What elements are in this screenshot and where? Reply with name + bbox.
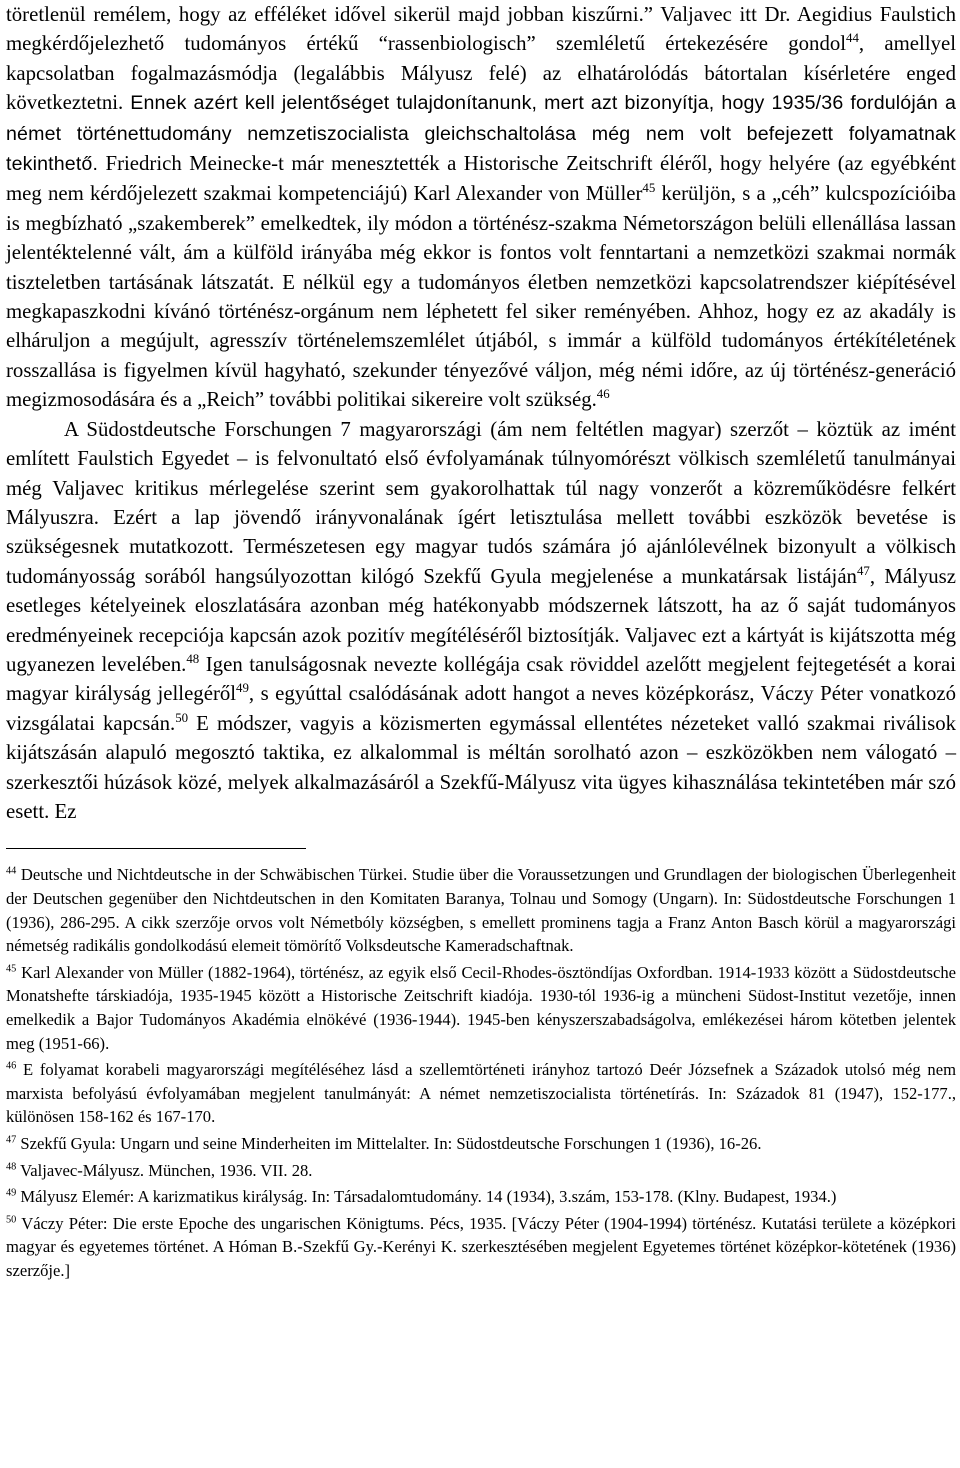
- body-text-run-alt-font: Ennek azért kell jelentőséget tulajdonítanunk, mert azt bizonyítja, hogy 1935/36 fordulóján a német történettudomány nemzetiszocialista gleichschaltolása még nem volt befejezett folyamatnak tekinthető.: [6, 92, 956, 176]
- footnote-text: E folyamat korabeli magyarországi megítéléséhez lásd a szellemtörténeti irányhoz tartozó Deér Józsefnek a Századok utolsó még nem marxista befolyású évfolyamában megjelent tanulmányát: A német nemzetiszocialista történetírás. In: Századok 81 (1947), 152-177., különösen 158-162 és 167-170.: [6, 1060, 956, 1127]
- body-text-run: , Mályusz esetleges kételyeinek eloszlatására azonban még hatékonyabb módszernek látszott, ha az ő saját tudományos eredményeinek recepciója kapcsán azok pozitív megítéléséről biztosítják. Valjavec ezt a kártyát is kijátszotta még ugyanezen levelében.: [6, 564, 956, 676]
- footnote-text: Deutsche und Nichtdeutsche in der Schwäbischen Türkei. Studie über die Voraussetzungen und Grundlagen der biologischen Überlegenheit der Deutschen gegenüber den Nichtdeutschen in den Komitaten Baranya, Tolnau und Somogy (Ungarn). In: Südostdeutsche Forschungen 1 (1936), 286-295. A cikk szerzője orvos volt Németbóly községben, s emellett prominens tagja a Franz Anton Basch körül a magyarországi németség radikális gondolkodású elemeit tömörítő Volksdeutsche Kameradschaftnak.: [6, 865, 956, 956]
- footnote-46: [6, 1058, 956, 1129]
- footnote-text: Mályusz Elemér: A karizmatikus királyság. In: Társadalomtudomány. 14 (1934), 3.szám, 153-178. (Klny. Budapest, 1934.): [16, 1187, 837, 1207]
- footnote-number: 49: [6, 1187, 17, 1199]
- footnotes: [6, 863, 956, 1282]
- body-text-run: E módszer, vagyis a közismerten egymással ellentétes nézeteket valló szakmai riválisok kijátszásán alapuló megosztó taktika, ez alkalommal is méltán sorolható azon – eszközökben nem válogató – szerkesztői húzások közé, melyek alkalmazásáról a Szekfű-Mályusz vita ügyes kihasználása tekintetében már szó esett. Ez: [6, 711, 956, 823]
- footnote-separator: [6, 848, 306, 849]
- footnote-ref-50[interactable]: 50: [175, 710, 189, 725]
- document-page: [6, 0, 956, 1285]
- footnote-text: Valjavec-Mályusz. München, 1936. VII. 28.: [16, 1160, 313, 1180]
- footnote-47: [6, 1132, 956, 1156]
- footnote-44: [6, 863, 956, 957]
- footnote-50: [6, 1212, 956, 1283]
- footnote-number: 50: [6, 1214, 17, 1226]
- body-text-run: kerüljön, s a „céh” kulcspozícióiba is megbízható „szakemberek” emelkedtek, ily módon a történész-szakma Németországon belüli ellenállása lassan jelentéktelenné vált, ám a külföld irányába még ekkor is fontos volt fenntartani a nemzetközi szakmai normák tiszteletben tartásának látszatát. E nélkül egy a tudományos életben nemzetközi kapcsolatrendszer kiépítésével megkapaszkodni kívánó történész-orgánum nem léphetett fel siker reményében. Ahhoz, hogy ez az akadály is elháruljon a megújult, agresszív történelemszemlélet útjából, s immár a külföld tudományos értékítéletének rosszallása is figyelmen kívül hagyható, szekunder tényezővé váljon, még némi időre, az új történész-generáció megizmosodására és a „Reich” további politikai sikereire volt szükség.: [6, 182, 956, 412]
- body-text-run: Friedrich Meinecke-t már menesztették a Historische Zeitschrift éléről, hogy helyére (az egyébként meg nem kérdőjelezett szakmai kompetenciájú) Karl Alexander von Müller: [6, 152, 956, 206]
- footnote-ref-49[interactable]: 49: [236, 681, 249, 696]
- footnote-text: Váczy Péter: Die erste Epoche des ungarischen Königtums. Pécs, 1935. [Váczy Péter (1904-1994) történész. Kutatási területe a középkori magyar és egyetemes történet. A Hóman B.-Szekfű Gy.-Kerényi K. szerkesztésében megjelent Egyetemes történet középkor-kötetének (1936) szerzője.]: [6, 1213, 956, 1280]
- body-text-run: , amellyel kapcsolatban fogalmazásmódja (legalábbis Mályusz felé) az elhatárolódás bátortalan kísérletére enged következtetni.: [6, 32, 957, 115]
- body-text-run: A Südostdeutsche Forschungen 7 magyarországi (ám nem feltétlen magyar) szerzőt – köztük az imént említett Faulstich Egyedet – is felvonultató első évfolyamának túlnyomórészt völkisch szemléletű tanulmányai még Valjavec kritikus mérlegelése szerint sem gyakorolhattak túl nagy vonzerőt a közreműködésre felkért Mályuszra. Ezért a lap jövendő irányvonalának ígért letisztulása mellett további eszközök bevetése is szükségesnek mutatkozott. Természetesen egy magyar tudós számára jó ajánlólevélnek bizonyult a völkisch tudományosság sorából hangsúlyozottan kilógó Szekfű Gyula megjelenése a munkatársak listáján: [6, 417, 956, 588]
- footnote-48: [6, 1159, 956, 1183]
- footnote-45: [6, 961, 956, 1055]
- footnote-49: [6, 1185, 956, 1209]
- footnote-number: 44: [6, 866, 17, 877]
- footnote-ref-45[interactable]: 45: [642, 181, 656, 196]
- body-paragraph-1: [6, 0, 956, 415]
- footnote-ref-44[interactable]: 44: [846, 31, 859, 46]
- footnote-text: Karl Alexander von Müller (1882-1964), történész, az egyik első Cecil-Rhodes-ösztöndíjas Oxfordban. 1914-1933 között a Südostdeutsche Monatshefte társkiadója, 1935-1945 között a Historische Zeitschrift kiadója. 1930-tól 1936-ig a müncheni Südost-Institut vezetője, innen emelkedik a Bajor Tudományos Akadémia elnökévé (1936-1944). 1945-ben kényszerszabadságolva, emlékezései három kötetben jelentek meg (1951-66).: [6, 962, 956, 1053]
- footnote-number: 47: [6, 1134, 17, 1146]
- body-text-run: Igen tanulságosnak nevezte kollégája csak röviddel azelőtt megjelent fejtegetését a korai magyar királyság jellegéről: [6, 652, 956, 706]
- footnote-text: Szekfű Gyula: Ungarn und seine Minderheiten im Mittelalter. In: Südostdeutsche Forschungen 1 (1936), 16-26.: [16, 1133, 762, 1153]
- footnote-ref-46[interactable]: 46: [596, 387, 610, 402]
- body-text-run: töretlenül remélem, hogy az efféléket idővel sikerül majd jobban kiszűrni.” Valjavec itt Dr. Aegidius Faulstich megkérdőjelezhető tudományos értékű “rassenbiologisch” szemléletű értekezésére gondol: [6, 3, 956, 56]
- footnote-ref-47[interactable]: 47: [856, 563, 870, 578]
- body-paragraph-2: [6, 415, 956, 827]
- footnote-number: 46: [6, 1060, 17, 1072]
- footnote-ref-48[interactable]: 48: [186, 651, 200, 666]
- footnote-number: 45: [6, 963, 17, 975]
- body-text-run: , s egyúttal csalódásának adott hangot a neves középkorász, Váczy Péter vonatkozó vizsgálatai kapcsán.: [6, 682, 956, 735]
- footnote-number: 48: [6, 1161, 17, 1173]
